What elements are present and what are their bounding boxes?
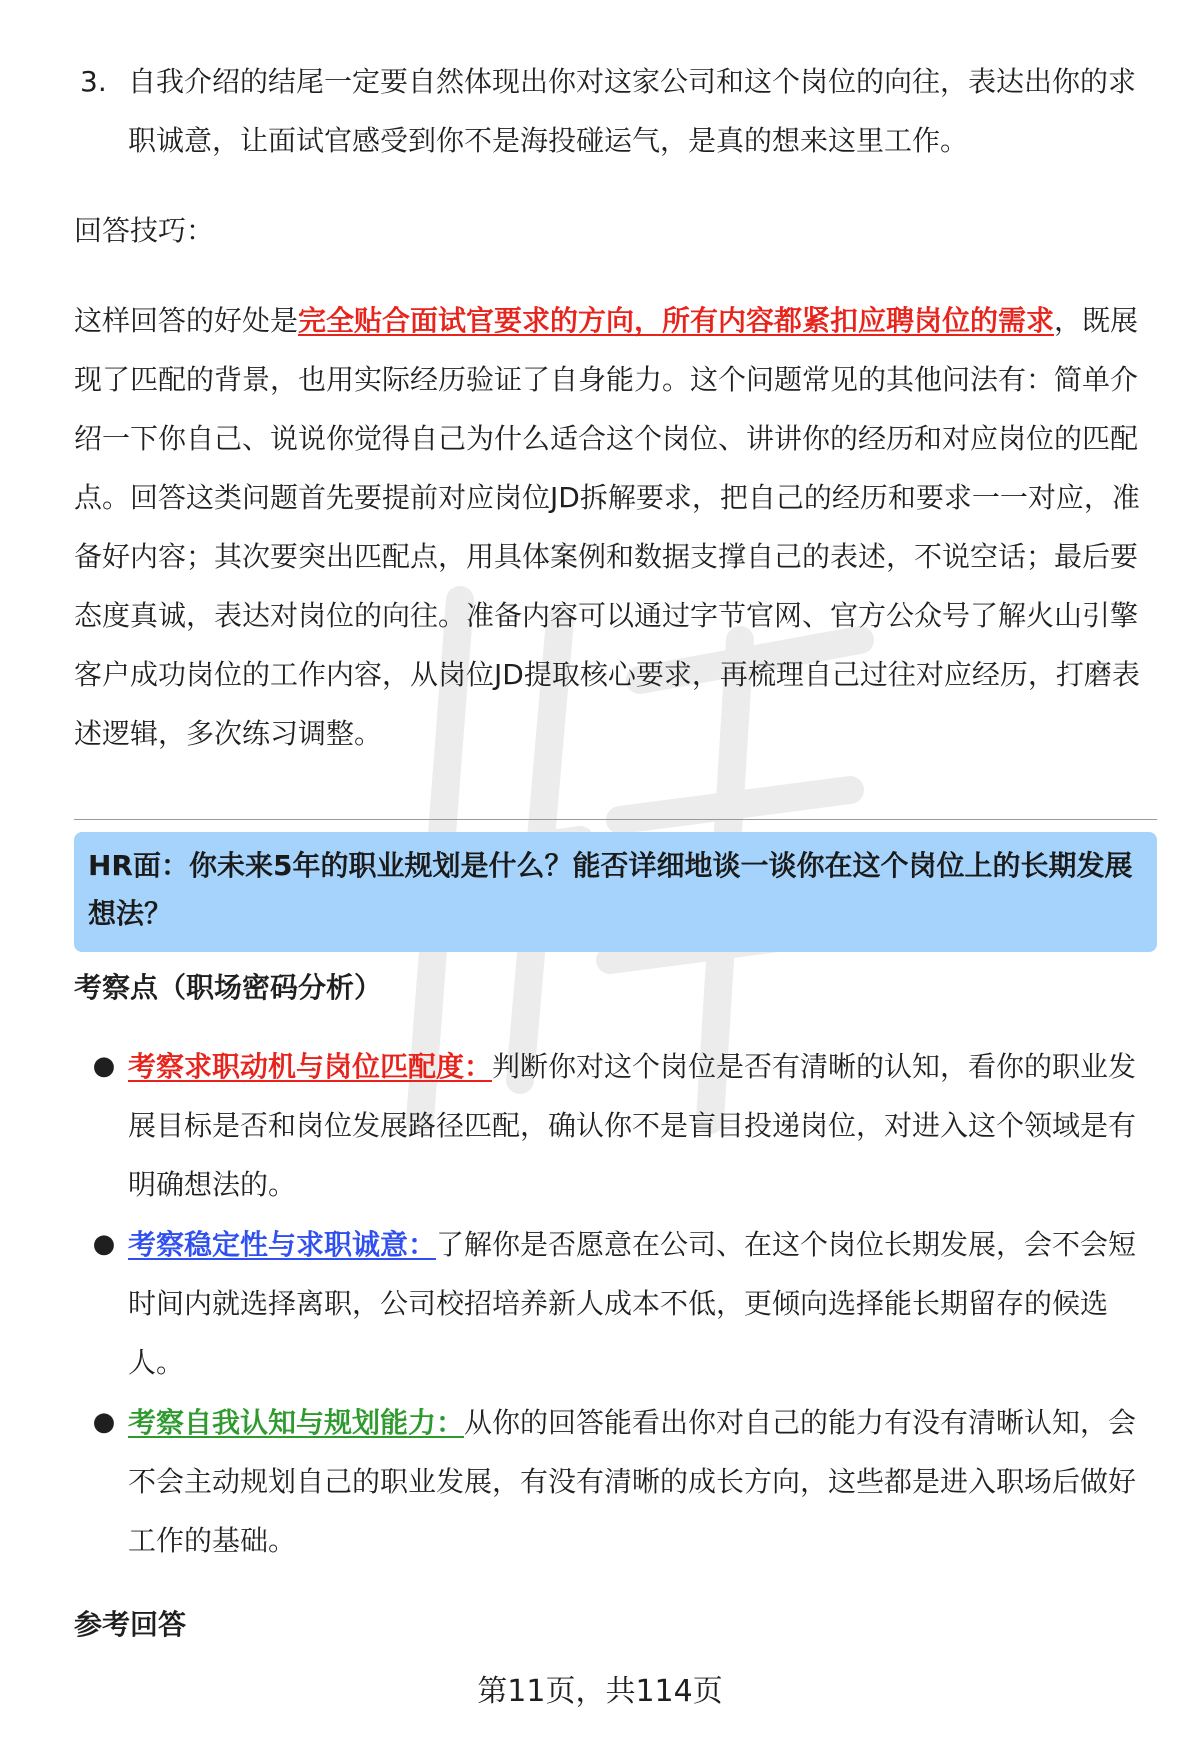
question-box xyxy=(74,832,1157,952)
bullet-item-1 xyxy=(80,1037,1140,1214)
tips-paragraph xyxy=(74,291,1159,763)
bullet-dot: ● xyxy=(92,1051,116,1081)
tips-label: 回答技巧： xyxy=(74,214,215,247)
page-footer: 第11页，共114页 xyxy=(477,1674,723,1709)
bullet-item-2 xyxy=(80,1215,1140,1392)
reference-heading: 参考回答 xyxy=(74,1608,187,1641)
bullet-dot: ● xyxy=(92,1229,116,1259)
exam-heading: 考察点（职场密码分析） xyxy=(74,971,383,1004)
divider xyxy=(74,819,1157,820)
question-text: HR面：你未来5年的职业规划是什么？能否详细地谈一谈你在这个岗位上的长期发展想法？ xyxy=(88,849,1133,930)
tips-intro: 这样回答的好处是 xyxy=(74,304,299,337)
tips-rest: ，既展现了匹配的背景，也用实际经历验证了自身能力。这个问题常见的其他问法有：简单介绍一下你自己、说说你觉得自己为什么适合这个岗位、讲讲你的经历和对应岗位的匹配点。回答这类问题首先要提前对应岗位JD拆解要求，把自己的经历和要求一一对应，准备好内容；其次要突出匹配点，用具体案例和数据支撑自己的表述，不说空话；最后要态度真诚，表达对岗位的向往。准备内容可以通过字节官网、官方公众号了解火山引擎客户成功岗位的工作内容，从岗位JD提取核心要求，再梳理自己过往对应经历，打磨表述逻辑，多次练习调整。 xyxy=(74,304,1140,750)
bullet-item-3 xyxy=(80,1393,1140,1570)
list-item-text: 自我介绍的结尾一定要自然体现出你对这家公司和这个岗位的向往，表达出你的求职诚意，让面试官感受到你不是海投碰运气，是真的想来这里工作。 xyxy=(128,65,1137,157)
list-number: 3. xyxy=(80,65,107,98)
bullet-dot: ● xyxy=(92,1407,116,1437)
bullet-label: 考察自我认知与规划能力： xyxy=(128,1406,465,1439)
bullet-text: 判断你对这个岗位是否有清晰的认知，看你的职业发展目标是否和岗位发展路径匹配，确认你不是盲目投递岗位，对进入这个领域是有明确想法的。 xyxy=(128,1050,1137,1201)
bullet-text: 了解你是否愿意在公司、在这个岗位长期发展，会不会短时间内就选择离职，公司校招培养新人成本不低，更倾向选择能长期留存的候选人。 xyxy=(128,1228,1137,1379)
tips-highlight: 完全贴合面试官要求的方向，所有内容都紧扣应聘岗位的需求 xyxy=(298,304,1055,337)
bullet-label: 考察求职动机与岗位匹配度： xyxy=(128,1050,493,1083)
bullet-text: 从你的回答能看出你对自己的能力有没有清晰认知，会不会主动规划自己的职业发展，有没有清晰的成长方向，这些都是进入职场后做好工作的基础。 xyxy=(128,1406,1137,1557)
bullet-label: 考察稳定性与求职诚意： xyxy=(128,1228,437,1261)
list-item-3 xyxy=(80,52,1140,170)
